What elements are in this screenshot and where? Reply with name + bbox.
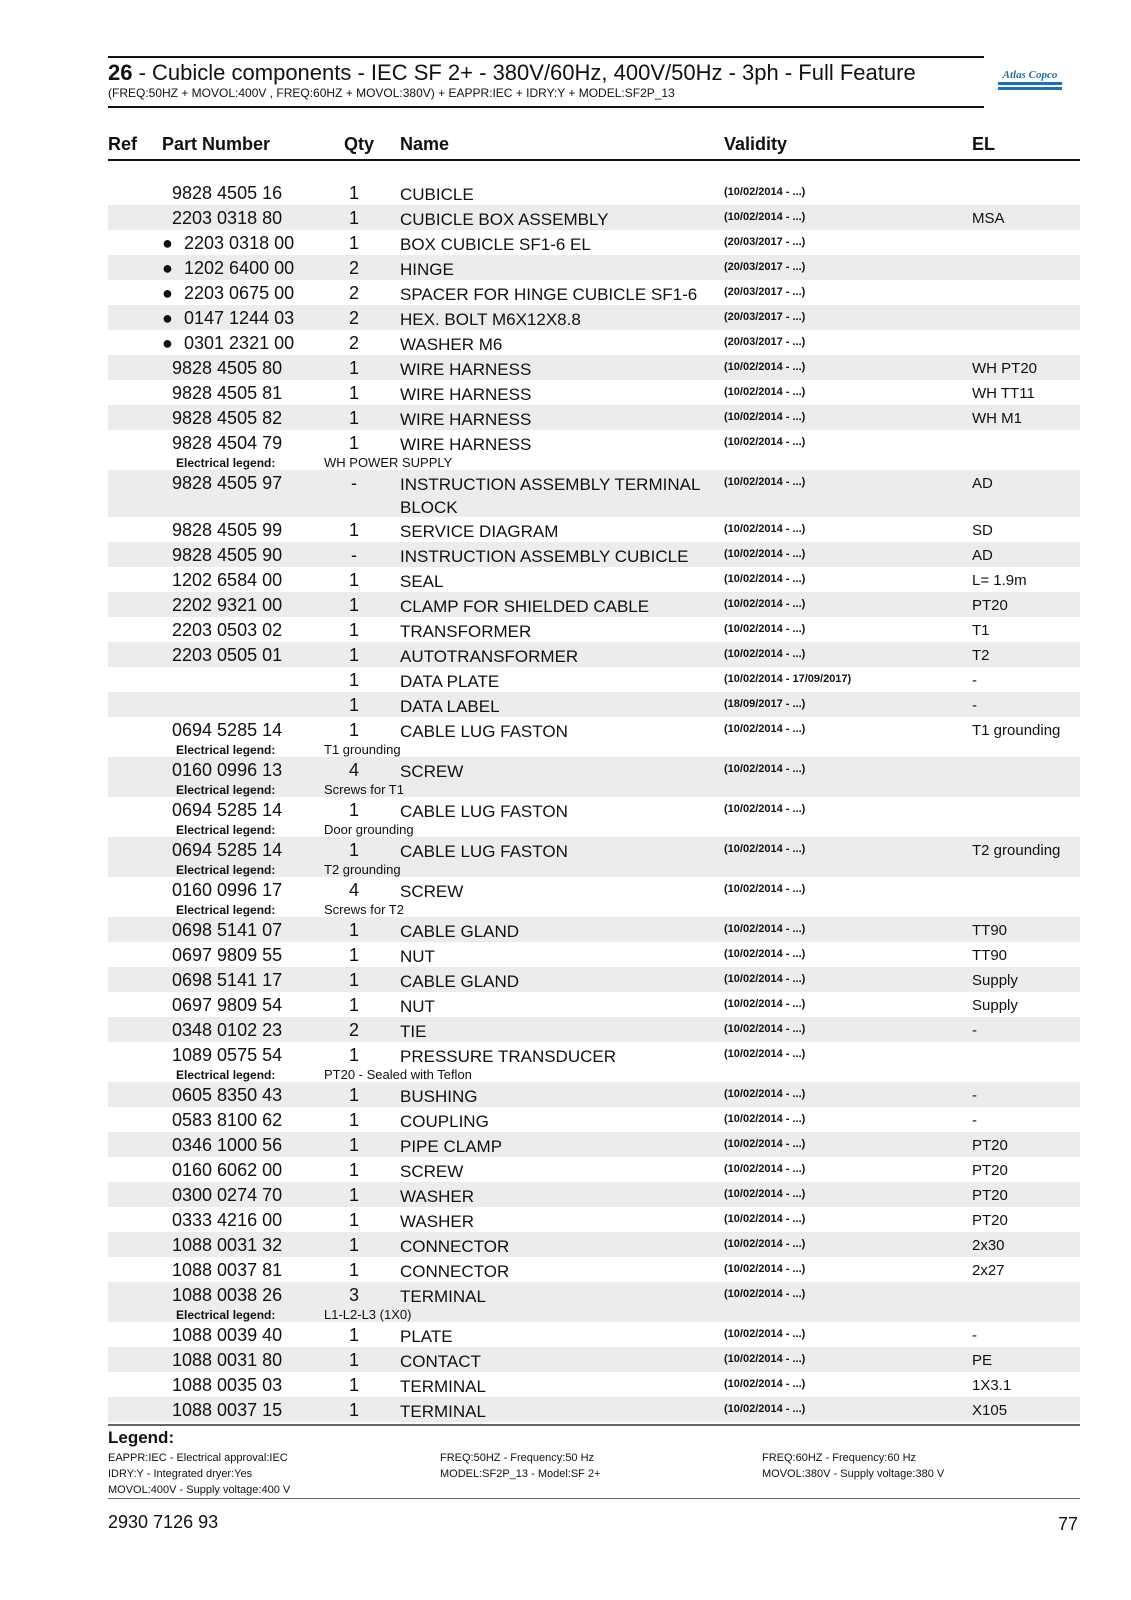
validity: (10/02/2014 - ...) <box>724 883 806 895</box>
el-code: WH TT11 <box>972 385 1035 402</box>
part-number: 1202 6400 00 <box>184 258 295 278</box>
section-number: 26 <box>108 60 133 85</box>
table-row <box>108 692 1080 717</box>
validity: (10/02/2014 - ...) <box>724 623 806 635</box>
validity: (10/02/2014 - ...) <box>724 186 806 198</box>
part-number: 0300 0274 70 <box>172 1185 283 1205</box>
quantity: 1 <box>348 1185 359 1205</box>
el-code: - <box>972 1022 977 1039</box>
part-number: 2203 0505 01 <box>172 645 283 665</box>
table-header <box>108 132 1080 161</box>
section-title: - Cubicle components - IEC SF 2+ - 380V/60Hz, 400V/50Hz - 3ph - Full Feature <box>132 60 916 85</box>
table-row <box>108 1397 1080 1422</box>
part-name: SCREW <box>400 1162 464 1181</box>
validity: (10/02/2014 - 17/09/2017) <box>724 673 852 685</box>
quantity: 4 <box>348 760 359 780</box>
quantity: 2 <box>348 308 359 328</box>
part-number: 1088 0037 15 <box>172 1400 283 1420</box>
table-row <box>108 542 1080 567</box>
electrical-legend-value: Screws for T1 <box>324 782 404 797</box>
part-number: 0333 4216 00 <box>172 1210 283 1230</box>
quantity: 1 <box>348 995 359 1015</box>
validity: (10/02/2014 - ...) <box>724 1213 806 1225</box>
quantity: 1 <box>348 1350 359 1370</box>
col-el: EL <box>972 134 996 154</box>
quantity: 1 <box>348 1235 359 1255</box>
col-name: Name <box>400 134 450 154</box>
quantity: 1 <box>348 695 359 715</box>
part-name: HEX. BOLT M6X12X8.8 <box>400 310 581 329</box>
part-number: 0697 9809 54 <box>172 995 283 1015</box>
validity: (10/02/2014 - ...) <box>724 1023 806 1035</box>
el-code: TT90 <box>972 947 1008 964</box>
part-number: 2203 0318 00 <box>184 233 295 253</box>
part-number: 1088 0039 40 <box>172 1325 283 1345</box>
part-number: 0301 2321 00 <box>184 333 295 353</box>
table-row <box>108 1042 1080 1082</box>
legend-item: MODEL:SF2P_13 - Model:SF 2+ <box>440 1468 601 1480</box>
atlas-copco-logo <box>998 62 1062 94</box>
part-number: 2203 0318 80 <box>172 208 283 228</box>
validity: (10/02/2014 - ...) <box>724 1378 806 1390</box>
part-name: SERVICE DIAGRAM <box>400 522 559 541</box>
quantity: 1 <box>348 1375 359 1395</box>
validity: (10/02/2014 - ...) <box>724 973 806 985</box>
electrical-legend-value: Door grounding <box>324 822 414 837</box>
validity: (10/02/2014 - ...) <box>724 803 806 815</box>
el-code: - <box>972 672 977 689</box>
table-row <box>108 617 1080 642</box>
validity: (10/02/2014 - ...) <box>724 923 806 935</box>
validity: (10/02/2014 - ...) <box>724 998 806 1010</box>
part-name: CABLE LUG FASTON <box>400 842 568 861</box>
part-name: BUSHING <box>400 1087 478 1106</box>
part-name: AUTOTRANSFORMER <box>400 647 579 666</box>
table-row <box>108 967 1080 992</box>
quantity: 1 <box>348 720 359 740</box>
part-name: TERMINAL <box>400 1402 486 1421</box>
part-name: TERMINAL <box>400 1287 486 1306</box>
quantity: 1 <box>348 1210 359 1230</box>
table-row <box>108 877 1080 917</box>
electrical-legend-value: L1-L2-L3 (1X0) <box>324 1307 412 1322</box>
part-name: WASHER <box>400 1212 474 1231</box>
part-number: 2203 0503 02 <box>172 620 283 640</box>
el-code: - <box>972 697 977 714</box>
el-code: PE <box>972 1352 993 1369</box>
validity: (10/02/2014 - ...) <box>724 1238 806 1250</box>
part-name: TRANSFORMER <box>400 622 532 641</box>
el-code: PT20 <box>972 1137 1008 1154</box>
part-name: CABLE LUG FASTON <box>400 722 568 741</box>
el-code: 2x30 <box>972 1237 1005 1254</box>
part-number: 1089 0575 54 <box>172 1045 283 1065</box>
quantity: 1 <box>348 970 359 990</box>
el-code: - <box>972 1112 977 1129</box>
electrical-legend-label: Electrical legend: <box>176 456 276 470</box>
validity: (20/03/2017 - ...) <box>724 261 806 273</box>
part-name: CONNECTOR <box>400 1237 510 1256</box>
quantity: 2 <box>348 283 359 303</box>
electrical-legend-label: Electrical legend: <box>176 863 276 877</box>
part-number: 0605 8350 43 <box>172 1085 283 1105</box>
part-name: CONTACT <box>400 1352 481 1371</box>
quantity: 1 <box>348 840 359 860</box>
validity: (10/02/2014 - ...) <box>724 1353 806 1365</box>
legend-title: Legend: <box>108 1428 175 1447</box>
table-row <box>108 797 1080 837</box>
el-code: TT90 <box>972 922 1008 939</box>
part-name: PIPE CLAMP <box>400 1137 503 1156</box>
quantity: 1 <box>348 1110 359 1130</box>
el-code: PT20 <box>972 1212 1008 1229</box>
quantity: 1 <box>348 570 359 590</box>
part-name: SPACER FOR HINGE CUBICLE SF1-6 <box>400 285 698 304</box>
table-row <box>108 305 1080 330</box>
table-row <box>108 917 1080 942</box>
quantity: 1 <box>348 920 359 940</box>
quantity: 2 <box>348 333 359 353</box>
quantity: 1 <box>348 208 359 228</box>
table-row <box>108 757 1080 797</box>
part-number: 9828 4505 90 <box>172 545 283 565</box>
electrical-legend-label: Electrical legend: <box>176 903 276 917</box>
part-number: 0160 0996 17 <box>172 880 283 900</box>
table-row <box>108 1082 1080 1107</box>
table-row <box>108 355 1080 380</box>
part-number: 1088 0037 81 <box>172 1260 283 1280</box>
table-row <box>108 280 1080 305</box>
table-row <box>108 1107 1080 1132</box>
electrical-legend-value: T1 grounding <box>324 742 401 757</box>
part-name: WASHER <box>400 1187 474 1206</box>
part-name: CABLE LUG FASTON <box>400 802 568 821</box>
el-code: PT20 <box>972 1162 1008 1179</box>
table-row <box>108 1157 1080 1182</box>
validity: (10/02/2014 - ...) <box>724 948 806 960</box>
legend-col-2 <box>440 1450 600 1482</box>
validity: (10/02/2014 - ...) <box>724 843 806 855</box>
part-number: 0694 5285 14 <box>172 840 283 860</box>
part-name: SCREW <box>400 762 464 781</box>
quantity: 1 <box>348 800 359 820</box>
electrical-legend-label: Electrical legend: <box>176 743 276 757</box>
el-code: 2x27 <box>972 1262 1005 1279</box>
sub-item-bullet: ● <box>162 308 173 328</box>
validity: (10/02/2014 - ...) <box>724 1263 806 1275</box>
validity: (10/02/2014 - ...) <box>724 1328 806 1340</box>
part-number: 2202 9321 00 <box>172 595 283 615</box>
el-code: T2 <box>972 647 990 664</box>
col-qty: Qty <box>344 134 375 154</box>
el-code: L= 1.9m <box>972 572 1027 589</box>
sub-item-bullet: ● <box>162 258 173 278</box>
part-name: CONNECTOR <box>400 1262 510 1281</box>
part-number: 0694 5285 14 <box>172 800 283 820</box>
part-number: 0694 5285 14 <box>172 720 283 740</box>
quantity: - <box>351 473 357 493</box>
el-code: WH PT20 <box>972 360 1038 377</box>
el-code: Supply <box>972 972 1018 989</box>
quantity: 1 <box>348 595 359 615</box>
table-row <box>108 1322 1080 1347</box>
part-number: 9828 4505 99 <box>172 520 283 540</box>
table-row <box>108 642 1080 667</box>
legend-item: FREQ:50HZ - Frequency:50 Hz <box>440 1452 595 1464</box>
quantity: 1 <box>348 520 359 540</box>
electrical-legend-value: Screws for T2 <box>324 902 404 917</box>
part-name: BOX CUBICLE SF1-6 EL <box>400 235 591 254</box>
validity: (10/02/2014 - ...) <box>724 548 806 560</box>
validity: (10/02/2014 - ...) <box>724 211 806 223</box>
part-name: CABLE GLAND <box>400 972 520 991</box>
electrical-legend-label: Electrical legend: <box>176 1068 276 1082</box>
part-name: COUPLING <box>400 1112 489 1131</box>
table-row <box>108 1182 1080 1207</box>
validity: (10/02/2014 - ...) <box>724 723 806 735</box>
table-row <box>108 255 1080 280</box>
el-code: - <box>972 1087 977 1104</box>
validity: (10/02/2014 - ...) <box>724 1288 806 1300</box>
part-number: 1088 0035 03 <box>172 1375 283 1395</box>
part-name: WIRE HARNESS <box>400 410 532 429</box>
table-row <box>108 992 1080 1017</box>
validity: (10/02/2014 - ...) <box>724 361 806 373</box>
validity: (10/02/2014 - ...) <box>724 763 806 775</box>
part-name: CUBICLE <box>400 185 474 204</box>
validity: (10/02/2014 - ...) <box>724 1403 806 1415</box>
part-name: PRESSURE TRANSDUCER <box>400 1047 617 1066</box>
part-name: HINGE <box>400 260 454 279</box>
quantity: 1 <box>348 1045 359 1065</box>
quantity: 1 <box>348 670 359 690</box>
part-number: 1088 0031 80 <box>172 1350 283 1370</box>
el-code: 1X3.1 <box>972 1377 1012 1394</box>
validity: (10/02/2014 - ...) <box>724 573 806 585</box>
part-name: INSTRUCTION ASSEMBLY TERMINAL BLOCK <box>400 475 700 517</box>
validity: (10/02/2014 - ...) <box>724 648 806 660</box>
validity: (10/02/2014 - ...) <box>724 598 806 610</box>
electrical-legend-value: T2 grounding <box>324 862 401 877</box>
part-name: TERMINAL <box>400 1377 486 1396</box>
page-header <box>108 56 984 108</box>
el-code: AD <box>972 547 993 564</box>
part-name: NUT <box>400 997 435 1016</box>
table-row <box>108 230 1080 255</box>
table-row <box>108 1257 1080 1282</box>
col-part-number: Part Number <box>162 134 271 154</box>
table-row <box>108 205 1080 230</box>
validity: (20/03/2017 - ...) <box>724 336 806 348</box>
electrical-legend-value: PT20 - Sealed with Teflon <box>324 1067 472 1082</box>
validity: (18/09/2017 - ...) <box>724 698 806 710</box>
quantity: 2 <box>348 1020 359 1040</box>
part-name: PLATE <box>400 1327 453 1346</box>
part-number: 0697 9809 55 <box>172 945 283 965</box>
electrical-legend-value: WH POWER SUPPLY <box>324 455 453 470</box>
part-number: 9828 4505 80 <box>172 358 283 378</box>
part-name: SEAL <box>400 572 444 591</box>
legend-item: EAPPR:IEC - Electrical approval:IEC <box>108 1452 288 1464</box>
validity: (10/02/2014 - ...) <box>724 411 806 423</box>
quantity: 4 <box>348 880 359 900</box>
el-code: T2 grounding <box>972 842 1061 859</box>
part-number: 1202 6584 00 <box>172 570 283 590</box>
sub-item-bullet: ● <box>162 233 173 253</box>
table-row <box>108 330 1080 355</box>
part-number: 1088 0038 26 <box>172 1285 283 1305</box>
col-validity: Validity <box>724 134 788 154</box>
quantity: 1 <box>348 233 359 253</box>
validity: (10/02/2014 - ...) <box>724 476 806 488</box>
validity: (10/02/2014 - ...) <box>724 1188 806 1200</box>
quantity: 1 <box>348 1085 359 1105</box>
part-number: 2203 0675 00 <box>184 283 295 303</box>
el-code: MSA <box>972 210 1005 227</box>
part-name: WIRE HARNESS <box>400 435 532 454</box>
part-number: 0160 0996 13 <box>172 760 283 780</box>
document-number: 2930 7126 93 <box>108 1512 219 1532</box>
electrical-legend-label: Electrical legend: <box>176 1308 276 1322</box>
part-number: 0698 5141 17 <box>172 970 283 990</box>
table-row <box>108 1207 1080 1232</box>
part-number: 0698 5141 07 <box>172 920 283 940</box>
validity: (10/02/2014 - ...) <box>724 1048 806 1060</box>
table-row <box>108 1132 1080 1157</box>
el-code: - <box>972 1327 977 1344</box>
part-number: 9828 4505 16 <box>172 183 283 203</box>
table-row <box>108 592 1080 617</box>
table-row <box>108 405 1080 430</box>
table-row <box>108 942 1080 967</box>
table-row <box>108 667 1080 692</box>
quantity: 1 <box>348 645 359 665</box>
validity: (10/02/2014 - ...) <box>724 386 806 398</box>
quantity: 1 <box>348 1135 359 1155</box>
sub-item-bullet: ● <box>162 283 173 303</box>
validity: (20/03/2017 - ...) <box>724 286 806 298</box>
quantity: 1 <box>348 1400 359 1420</box>
quantity: 1 <box>348 945 359 965</box>
quantity: 1 <box>348 408 359 428</box>
part-number: 0147 1244 03 <box>184 308 295 328</box>
part-number: 0160 6062 00 <box>172 1160 283 1180</box>
legend-col-3 <box>762 1450 944 1482</box>
sub-item-bullet: ● <box>162 333 173 353</box>
legend-col-1 <box>108 1450 290 1498</box>
part-number: 9828 4505 81 <box>172 383 283 403</box>
quantity: 1 <box>348 433 359 453</box>
part-number: 0346 1000 56 <box>172 1135 283 1155</box>
electrical-legend-label: Electrical legend: <box>176 783 276 797</box>
el-code: AD <box>972 475 993 492</box>
part-number: 1088 0031 32 <box>172 1235 283 1255</box>
part-name: DATA PLATE <box>400 672 500 691</box>
legend <box>108 1424 1080 1499</box>
validity: (20/03/2017 - ...) <box>724 311 806 323</box>
part-number: 9828 4505 97 <box>172 473 283 493</box>
el-code: T1 <box>972 622 990 639</box>
part-name: DATA LABEL <box>400 697 500 716</box>
validity: (10/02/2014 - ...) <box>724 1138 806 1150</box>
table-row <box>108 1347 1080 1372</box>
table-row <box>108 567 1080 592</box>
part-name: WIRE HARNESS <box>400 385 532 404</box>
part-name: CUBICLE BOX ASSEMBLY <box>400 210 609 229</box>
table-row <box>108 430 1080 470</box>
table-row <box>108 180 1080 205</box>
table-row <box>108 837 1080 877</box>
validity: (20/03/2017 - ...) <box>724 236 806 248</box>
quantity: 1 <box>348 1325 359 1345</box>
table-row <box>108 1232 1080 1257</box>
table-row <box>108 517 1080 542</box>
validity: (10/02/2014 - ...) <box>724 523 806 535</box>
table-row <box>108 1282 1080 1322</box>
page-number: 77 <box>1058 1514 1079 1534</box>
part-name: WASHER M6 <box>400 335 503 354</box>
quantity: 1 <box>348 1260 359 1280</box>
table-row <box>108 717 1080 757</box>
quantity: 3 <box>348 1285 359 1305</box>
quantity: 1 <box>348 620 359 640</box>
el-code: Supply <box>972 997 1018 1014</box>
legend-item: MOVOL:400V - Supply voltage:400 V <box>108 1484 291 1496</box>
el-code: PT20 <box>972 597 1008 614</box>
validity: (10/02/2014 - ...) <box>724 1113 806 1125</box>
electrical-legend-label: Electrical legend: <box>176 823 276 837</box>
part-name: NUT <box>400 947 435 966</box>
quantity: 1 <box>348 383 359 403</box>
part-number: 9828 4505 82 <box>172 408 283 428</box>
legend-item: MOVOL:380V - Supply voltage:380 V <box>762 1468 945 1480</box>
legend-item: FREQ:60HZ - Frequency:60 Hz <box>762 1452 917 1464</box>
table-row <box>108 1017 1080 1042</box>
part-number: 0583 8100 62 <box>172 1110 283 1130</box>
part-name: INSTRUCTION ASSEMBLY CUBICLE <box>400 547 689 566</box>
quantity: - <box>351 545 357 565</box>
el-code: WH M1 <box>972 410 1022 427</box>
quantity: 2 <box>348 258 359 278</box>
part-name: CLAMP FOR SHIELDED CABLE <box>400 597 650 616</box>
part-name: CABLE GLAND <box>400 922 520 941</box>
logo-text: Atlas Copco <box>1002 69 1058 81</box>
validity: (10/02/2014 - ...) <box>724 1088 806 1100</box>
table-row <box>108 1372 1080 1397</box>
part-name: TIE <box>400 1022 427 1041</box>
validity: (10/02/2014 - ...) <box>724 1163 806 1175</box>
page-subtitle: (FREQ:50HZ + MOVOL:400V , FREQ:60HZ + MOVOL:380V) + EAPPR:IEC + IDRY:Y + MODEL:SF2P_13 <box>108 86 675 100</box>
legend-item: IDRY:Y - Integrated dryer:Yes <box>108 1468 253 1480</box>
part-name: WIRE HARNESS <box>400 360 532 379</box>
table-row <box>108 470 1080 517</box>
table-row <box>108 380 1080 405</box>
page-title <box>108 60 916 86</box>
validity: (10/02/2014 - ...) <box>724 436 806 448</box>
quantity: 1 <box>348 1160 359 1180</box>
quantity: 1 <box>348 183 359 203</box>
quantity: 1 <box>348 358 359 378</box>
part-name: SCREW <box>400 882 464 901</box>
el-code: SD <box>972 522 993 539</box>
col-ref: Ref <box>108 134 138 154</box>
el-code: X105 <box>972 1402 1008 1419</box>
part-number: 9828 4504 79 <box>172 433 283 453</box>
part-number: 0348 0102 23 <box>172 1020 283 1040</box>
el-code: PT20 <box>972 1187 1008 1204</box>
el-code: T1 grounding <box>972 722 1061 739</box>
